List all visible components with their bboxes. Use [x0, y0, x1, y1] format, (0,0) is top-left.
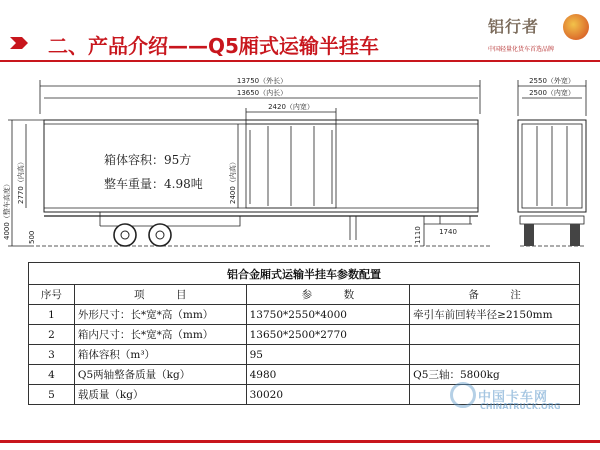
dim-kingpin-height: 500 — [28, 230, 36, 244]
monkey-emblem-icon — [563, 14, 589, 40]
table-row — [29, 325, 580, 345]
row-item: 外形尺寸：长*宽*高（mm） — [74, 305, 246, 325]
vehicle-weight-note: 整车重量：4.98吨 — [104, 177, 203, 191]
title-divider — [0, 60, 600, 62]
page-title: 二、产品介绍——Q5厢式运输半挂车 — [48, 34, 379, 58]
row-remark: Q5三轴：5800kg — [410, 365, 580, 385]
dim-door-width: 2420（内宽） — [268, 103, 314, 111]
dim-floor-height: 1110 — [414, 226, 422, 244]
dim-door-height: 2400（内高） — [229, 158, 237, 204]
dim-inner-width: 2500（内宽） — [529, 89, 575, 97]
table-row — [29, 345, 580, 365]
row-value: 13750*2550*4000 — [246, 305, 410, 325]
row-item: 箱体容积（m³） — [74, 345, 246, 365]
logo-name: 铝行者 — [488, 17, 540, 36]
truck-globe-icon — [450, 382, 476, 408]
footer-divider — [0, 440, 600, 443]
row-value: 13650*2500*2770 — [246, 325, 410, 345]
trailer-drawing — [0, 64, 600, 260]
wheel-icon — [114, 224, 580, 246]
header-value: 参 数 — [246, 285, 410, 305]
row-no: 4 — [29, 365, 75, 385]
row-remark — [410, 345, 580, 365]
row-item: Q5两轴整备质量（kg） — [74, 365, 246, 385]
row-item: 箱内尺寸：长*宽*高（mm） — [74, 325, 246, 345]
dim-inner-height: 2770（内高） — [17, 158, 25, 204]
header-item: 项 目 — [74, 285, 246, 305]
row-value: 95 — [246, 345, 410, 365]
dim-total-height: 4000（整车高度） — [3, 180, 11, 240]
dim-rear-overhang: 1740 — [439, 228, 457, 236]
row-item: 载质量（kg） — [74, 385, 246, 405]
watermark — [430, 380, 590, 430]
row-remark: 牵引车前回转半径≥2150mm — [410, 305, 580, 325]
spec-table-header — [29, 285, 580, 305]
row-no: 3 — [29, 345, 75, 365]
spec-table-caption: 铝合金厢式运输半挂车参数配置 — [29, 263, 580, 285]
row-remark — [410, 325, 580, 345]
row-value: 30020 — [246, 385, 410, 405]
header-remark: 备 注 — [410, 285, 580, 305]
logo-tagline: 中国轻量化货车首选品牌 — [488, 46, 555, 53]
dim-outer-width: 2550（外宽） — [529, 77, 575, 85]
row-no: 1 — [29, 305, 75, 325]
box-volume-note: 箱体容积：95方 — [104, 153, 192, 167]
row-no: 2 — [29, 325, 75, 345]
brand-logo — [488, 14, 598, 58]
dim-outer-length: 13750（外长） — [236, 77, 288, 85]
dim-inner-length: 13650（内长） — [236, 89, 288, 97]
watermark-url: CHINATRUCK.ORG — [480, 402, 561, 411]
watermark-text: 中国卡车网 — [478, 390, 549, 405]
row-value: 4980 — [246, 365, 410, 385]
table-row — [29, 305, 580, 325]
header-no: 序号 — [29, 285, 75, 305]
title-bullet-icon — [10, 37, 32, 49]
row-no: 5 — [29, 385, 75, 405]
